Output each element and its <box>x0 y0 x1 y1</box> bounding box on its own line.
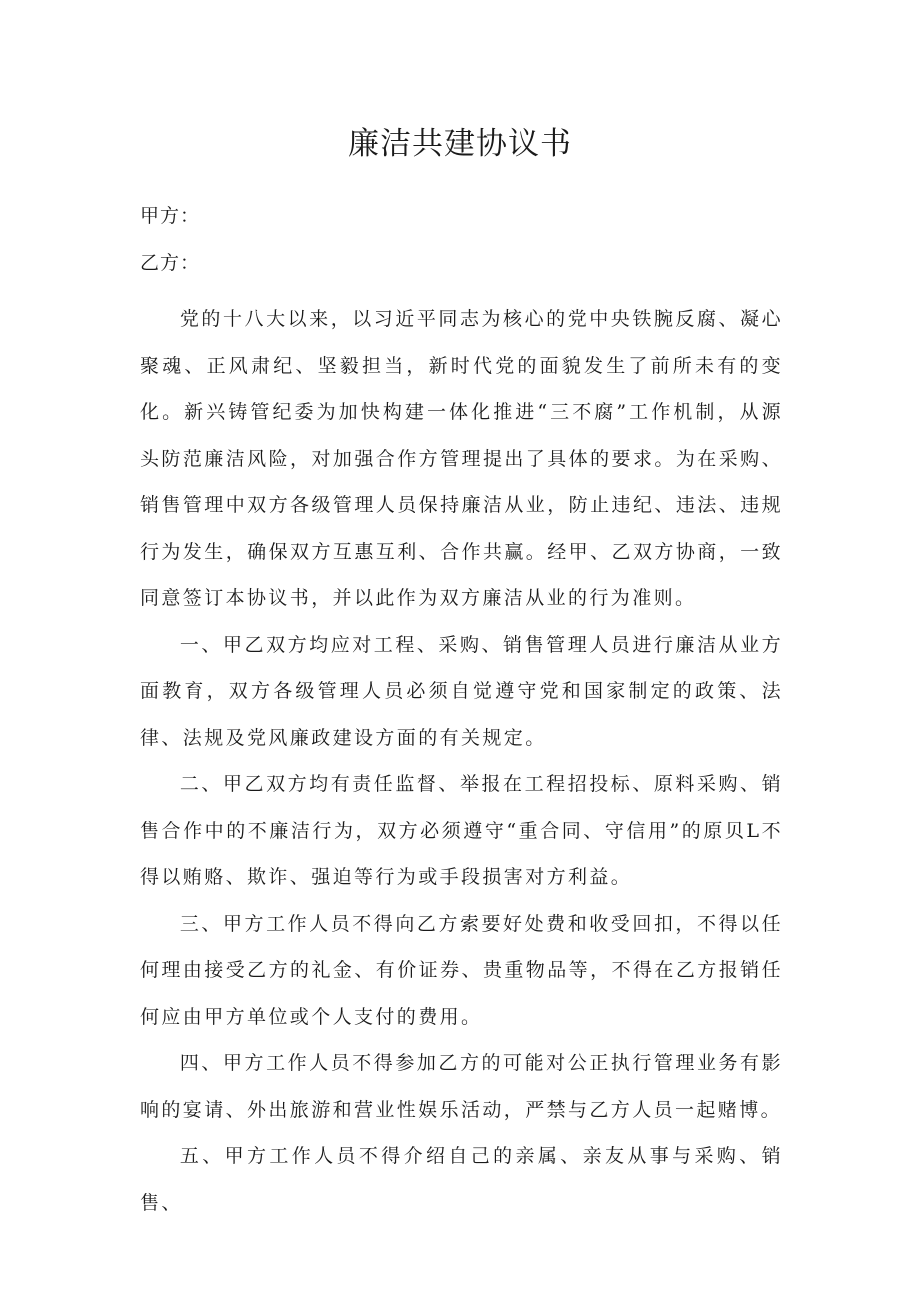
agreement-body <box>140 296 783 1226</box>
paragraph-clause-5: 五、甲方工作人员不得介绍自己的亲属、亲友从事与采购、销售、 <box>140 1145 783 1214</box>
paragraph-clause-1: 一、甲乙双方均应对工程、采购、销售管理人员进行廉洁从业方面教育，双方各级管理人员必须自觉遵守党和国家制定的政策、法律、法规及党风廉政建设方面的有关规定。 <box>140 633 783 749</box>
paragraph-clause-3: 三、甲方工作人员不得向乙方索要好处费和收受回扣，不得以任何理由接受乙方的礼金、有价证券、贵重物品等，不得在乙方报销任何应由甲方单位或个人支付的费用。 <box>140 912 783 1028</box>
paragraph-clause-4: 四、甲方工作人员不得参加乙方的可能对公正执行管理业务有影响的宴请、外出旅游和营业性娱乐活动，严禁与乙方人员一起赌博。 <box>140 1052 783 1121</box>
document-title: 廉洁共建协议书 <box>348 126 572 162</box>
party-b-label: 乙方： <box>140 252 201 274</box>
paragraph-preamble: 党的十八大以来，以习近平同志为核心的党中央铁腕反腐、凝心聚魂、正风肃纪、坚毅担当，新时代党的面貌发生了前所未有的变化。新兴铸管纪委为加快构建一体化推进“三不腐”工作机制，从源头防范廉洁风险，对加强合作方管理提出了具体的要求。为在采购、销售管理中双方各级管理人员保持廉洁从业，防止违纪、违法、违规行为发生，确保双方互惠互利、合作共赢。经甲、乙双方协商，一致同意签订本协议书，并以此作为双方廉洁从业的行为准则。 <box>140 308 783 609</box>
paragraph-clause-2: 二、甲乙双方均有责任监督、举报在工程招投标、原料采购、销售合作中的不廉洁行为，双方必须遵守“重合同、守信用”的原贝L不得以贿赂、欺诈、强迫等行为或手段损害对方利益。 <box>140 773 783 888</box>
party-a-label: 甲方： <box>140 205 201 227</box>
